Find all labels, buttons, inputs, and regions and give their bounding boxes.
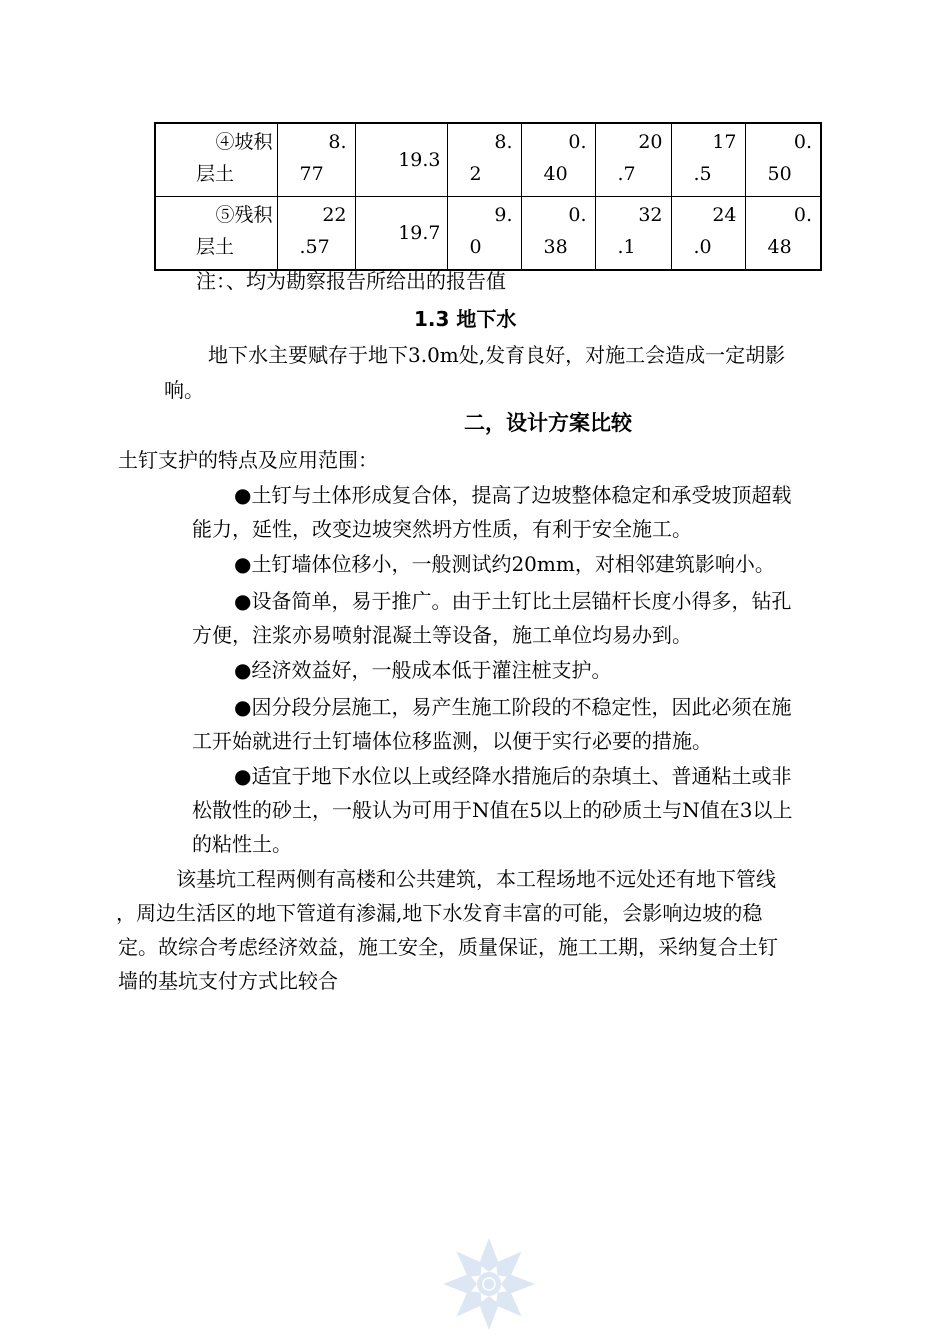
- table-cell: 9. 0: [447, 197, 521, 271]
- groundwater-paragraph-line: 响。: [164, 378, 204, 402]
- conclusion-line: 定。故综合考虑经济效益，施工安全，质量保证，施工工期，采纳复合土钉: [118, 935, 778, 959]
- table-cell: 0. 38: [521, 197, 595, 271]
- table-cell: 0. 50: [745, 123, 821, 197]
- unit-weight-cell: 19.7: [355, 197, 447, 271]
- bullet-line: ●土钉墙体位移小，一般测试约20mm，对相邻建筑影响小。: [234, 552, 775, 576]
- table-cell: 20 .7: [595, 123, 671, 197]
- bullet-line: 松散性的砂土，一般认为可用于N值在5以上的砂质土与N值在3以上: [192, 798, 793, 822]
- bullet-line: ●因分段分层施工，易产生施工阶段的不稳定性，因此必须在施: [234, 695, 792, 719]
- bullet-line: 能力，延性，改变边坡突然坍方性质，有利于安全施工。: [192, 517, 692, 541]
- conclusion-line: 该基坑工程两侧有高楼和公共建筑，本工程场地不远处还有地下管线: [176, 867, 776, 891]
- soil-parameter-table: [154, 122, 822, 271]
- table-cell: 0. 40: [521, 123, 595, 197]
- conclusion-line: 墙的基坑支付方式比较合: [118, 969, 338, 993]
- bullet-line: ●经济效益好，一般成本低于灌注桩支护。: [234, 658, 612, 682]
- table-cell: 24 .0: [671, 197, 745, 271]
- table-cell: 8. 2: [447, 123, 521, 197]
- section-title-design: 二，设计方案比较: [464, 411, 632, 435]
- table-cell: 0. 48: [745, 197, 821, 271]
- table-cell: 22 .57: [277, 197, 355, 271]
- bullet-line: 的粘性土。: [192, 832, 292, 856]
- design-intro: 土钉支护的特点及应用范围：: [118, 448, 378, 472]
- bullet-line: 方便，注浆亦易喷射混凝土等设备，施工单位均易办到。: [192, 623, 692, 647]
- conclusion-line: ，周边生活区的地下管道有渗漏,地下水发育丰富的可能，会影响边坡的稳: [116, 901, 763, 925]
- table-cell: 32 .1: [595, 197, 671, 271]
- bullet-line: 工开始就进行土钉墙体位移监测，以便于实行必要的措施。: [192, 729, 712, 753]
- groundwater-paragraph-line: 地下水主要赋存于地下3.0m处,发育良好，对施工会造成一定胡影: [208, 343, 786, 367]
- table-row: [155, 197, 821, 271]
- bullet-line: ●土钉与土体形成复合体，提高了边坡整体稳定和承受坡顶超载: [234, 483, 792, 507]
- soil-name-cell: ④坡积 层土: [155, 123, 277, 197]
- bullet-line: ●适宜于地下水位以上或经降水措施后的杂填土、普通粘土或非: [234, 764, 792, 788]
- table-cell: 8. 77: [277, 123, 355, 197]
- table-note: 注：、均为勘察报告所给出的报告值: [196, 269, 506, 293]
- table-cell: 17 .5: [671, 123, 745, 197]
- table-row: [155, 123, 821, 197]
- unit-weight-cell: 19.3: [355, 123, 447, 197]
- section-title-groundwater: 1.3 地下水: [414, 307, 517, 331]
- bullet-line: ●设备简单，易于推广。由于土钉比土层锚杆长度小得多，钻孔: [234, 589, 792, 613]
- snowflake-logo-icon: [444, 1232, 534, 1332]
- soil-name-cell: ⑤残积 层土: [155, 197, 277, 271]
